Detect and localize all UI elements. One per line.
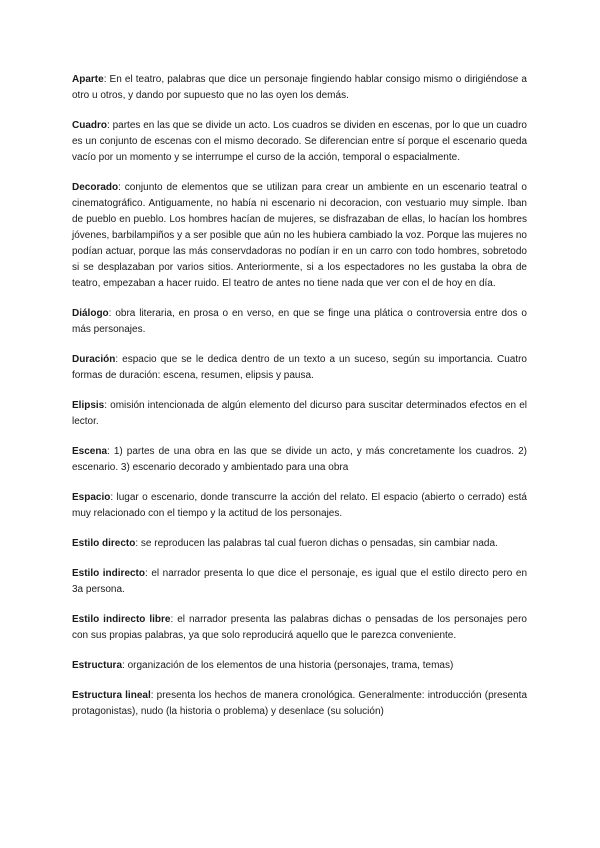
definition: : conjunto de elementos que se utilizan para crear un ambiente en un escenario teatral o cinematográfico. Antiguamente, no había ni escenario ni decoracion, con vestuario muy simple. Iban de pueblo en pueblo. Los hombres hacían de mujeres, se disfrazaban de ellas, lo hacían los hombres jóvenes, barbilampiños y a ser posible que aún no les hubiera cambiado la voz. Porque las mujeres no podían actuar, porque las más conservdadoras no podían ir en un carro con todo hombres, sobretodo si se desplazaban por varios sitios. Anteriormente, si a los espectadores no les gustaba la obra de teatro, empezaban a hacer ruido. El teatro de antes no tiene nada que ver con el de hoy en día. (72, 182, 527, 289)
term: Elipsis (72, 400, 105, 411)
term: Escena (72, 446, 108, 457)
entry-cuadro (72, 118, 527, 166)
term: Estilo directo (72, 538, 136, 549)
definition: : el narrador presenta las palabras dichas o pensadas de los personajes pero con sus propias palabras, ya que solo reproducirá aquello que le parezca conveniente. (72, 614, 527, 641)
entry-estilo-indirecto-libre (72, 612, 527, 644)
entry-espacio (72, 490, 527, 522)
term: Duración (72, 354, 116, 365)
document-page (72, 72, 527, 734)
definition: : organización de los elementos de una historia (personajes, trama, temas) (122, 660, 454, 671)
definition: : obra literaria, en prosa o en verso, en que se finge una plática o controversia entre dos o más personajes. (72, 308, 527, 335)
term: Espacio (72, 492, 111, 503)
definition: : presenta los hechos de manera cronológica. Generalmente: introducción (presenta protagonistas), nudo (la historia o problema) y desenlace (su solución) (72, 690, 528, 717)
entry-escena (72, 444, 527, 476)
term: Estilo indirecto (72, 568, 146, 579)
entry-duracion (72, 352, 527, 384)
term: Estructura (72, 660, 123, 671)
term: Cuadro (72, 120, 107, 131)
definition: : se reproducen las palabras tal cual fueron dichas o pensadas, sin cambiar nada. (135, 538, 498, 549)
term: Diálogo (72, 308, 109, 319)
term: Decorado (72, 182, 119, 193)
definition: : En el teatro, palabras que dice un personaje fingiendo hablar consigo mismo o dirigiéndose a otro u otros, y dando por supuesto que no las oyen los demás. (72, 74, 527, 101)
entry-estructura (72, 658, 527, 674)
definition: : el narrador presenta lo que dice el personaje, es igual que el estilo directo pero en 3a persona. (72, 568, 528, 595)
term: Aparte (72, 74, 104, 85)
entry-aparte (72, 72, 527, 104)
entry-estilo-directo (72, 536, 527, 552)
term: Estructura lineal (72, 690, 151, 701)
term: Estilo indirecto libre (72, 614, 171, 625)
definition: : lugar o escenario, donde transcurre la acción del relato. El espacio (abierto o cerrado) está muy relacionado con el tiempo y la actitud de los personajes. (72, 492, 527, 519)
entry-decorado (72, 180, 527, 292)
definition: : 1) partes de una obra en las que se divide un acto, y más concretamente los cuadros. 2) escenario. 3) escenario decorado y ambientado para una obra (72, 446, 527, 473)
entry-dialogo (72, 306, 527, 338)
definition: : omisión intencionada de algún elemento del dicurso para suscitar determinados efectos en el lector. (72, 400, 527, 427)
definition: : partes en las que se divide un acto. Los cuadros se dividen en escenas, por lo que un cuadro es un conjunto de escenas con el mismo decorado. Se diferencian entre sí porque el escenario queda vacío por un momento y se interrumpe el curso de la acción, temporal o espacialmente. (72, 120, 527, 163)
entry-estilo-indirecto (72, 566, 527, 598)
definition: : espacio que se le dedica dentro de un texto a un suceso, según su importancia. Cuatro formas de duración: escena, resumen, elipsis y pausa. (72, 354, 527, 381)
entry-estructura-lineal (72, 688, 527, 720)
entry-elipsis (72, 398, 527, 430)
